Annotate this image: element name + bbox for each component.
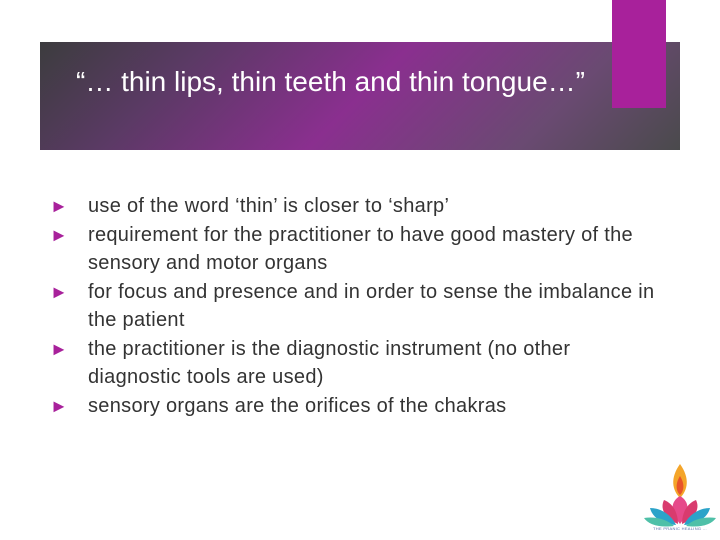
slide-title: “… thin lips, thin teeth and thin tongue…” — [76, 66, 585, 97]
bullet-text: requirement for the practitioner to have good mastery of the sensory and motor organs — [88, 223, 633, 274]
bullet-item — [50, 278, 660, 335]
lotus-flame-logo-icon — [640, 462, 720, 540]
bullet-arrow-icon: ► — [50, 224, 69, 245]
bullet-item — [50, 221, 660, 278]
logo-text: THE PRANIC HEALING ... — [653, 526, 707, 531]
bullet-item — [50, 392, 660, 421]
bullet-arrow-icon: ► — [50, 281, 69, 302]
bullet-item — [50, 192, 660, 221]
bullet-text: for focus and presence and in order to sense the imbalance in the patient — [88, 280, 655, 331]
bullet-arrow-icon: ► — [50, 196, 69, 216]
lotus-flame-svg — [640, 462, 720, 528]
bullet-arrow-icon: ► — [50, 338, 69, 359]
accent-bar — [612, 0, 666, 108]
bullet-text: the practitioner is the diagnostic instrument (no other diagnostic tools are used) — [88, 337, 571, 388]
bullet-list — [50, 192, 660, 420]
bullet-item — [50, 335, 660, 392]
bullet-text: sensory organs are the orifices of the chakras — [88, 394, 507, 417]
bullet-arrow-icon: ► — [50, 395, 69, 416]
bullet-text: use of the word ‘thin’ is closer to ‘sharp’ — [88, 195, 450, 217]
